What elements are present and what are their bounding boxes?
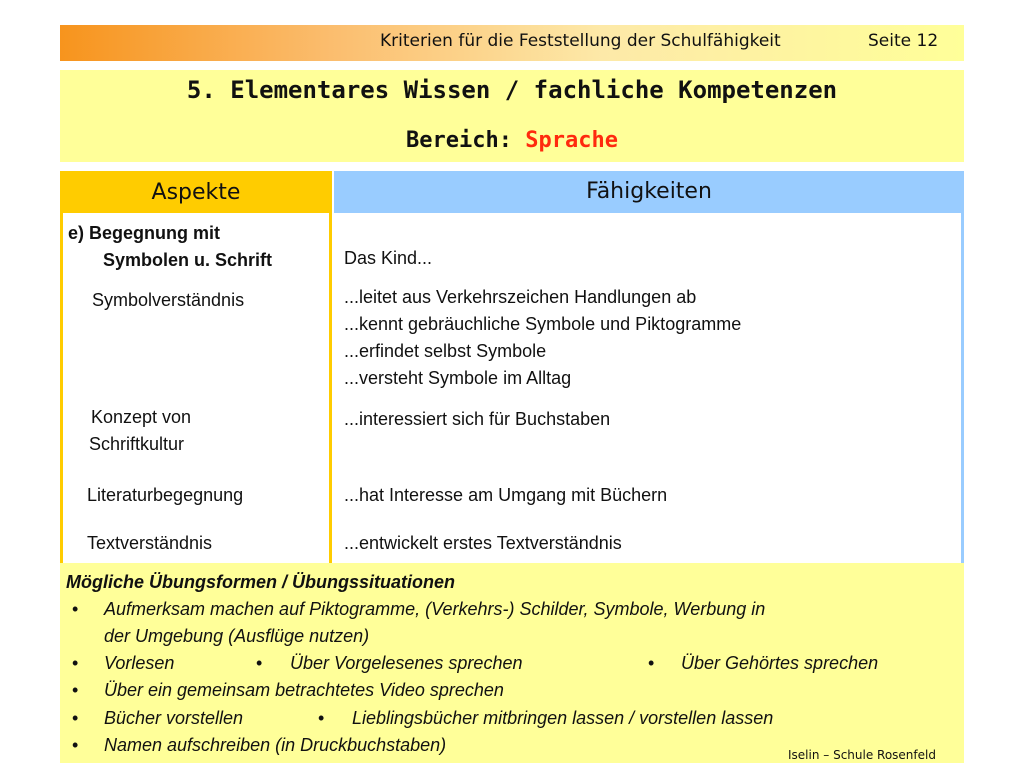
uebung-item: Vorlesen (104, 653, 175, 673)
uebung-item: Lieblingsbücher mitbringen lassen / vorstellen lassen (352, 708, 774, 728)
bullet-icon: • (256, 653, 263, 673)
bullet-icon: • (648, 653, 655, 673)
bullet-icon: • (318, 708, 325, 728)
uebungen-title: Mögliche Übungsformen / Übungssituationen (66, 572, 455, 592)
uebung-item: Über Gehörtes sprechen (681, 653, 879, 673)
page-number: Seite 12 (868, 31, 939, 51)
document-title: Kriterien für die Feststellung der Schulfähigkeit (380, 31, 781, 51)
bereich-value: Sprache (525, 128, 618, 153)
bullet-icon: • (72, 653, 79, 673)
bullet-icon: • (72, 735, 79, 755)
bullet-icon: • (72, 680, 79, 700)
bereich-label: Bereich: (406, 128, 512, 153)
uebung-item: Über ein gemeinsam betrachtetes Video sprechen (104, 680, 504, 700)
skill-item: ...versteht Symbole im Alltag (344, 368, 572, 388)
skill-item: ...erfindet selbst Symbole (344, 341, 547, 361)
uebung-item: Aufmerksam machen auf Piktogramme, (Verkehrs-) Schilder, Symbole, Werbung in (104, 599, 766, 619)
skill-item: ...hat Interesse am Umgang mit Büchern (344, 485, 668, 505)
bereich-line (60, 128, 964, 153)
uebung-item: Über Vorgelesenes sprechen (290, 653, 523, 673)
section-title-line1: e) Begegnung mit (68, 223, 220, 243)
skill-item: ...interessiert sich für Buchstaben (344, 409, 611, 429)
aspect-konzept-line2: Schriftkultur (89, 434, 185, 454)
uebung-item: Bücher vorstellen (104, 708, 244, 728)
bullet-icon: • (72, 708, 79, 728)
footer-credit: Iselin – Schule Rosenfeld (788, 748, 936, 762)
aspect-konzept-line1: Konzept von (91, 407, 192, 427)
aspect-textverstaendnis: Textverständnis (87, 533, 213, 553)
intro-text: Das Kind... (344, 248, 433, 268)
uebung-item: Namen aufschreiben (in Druckbuchstaben) (104, 735, 447, 755)
aspect-symbolverstaendnis: Symbolverständnis (92, 290, 245, 310)
aspect-literaturbegegnung: Literaturbegegnung (87, 485, 244, 505)
bullet-icon: • (72, 599, 79, 619)
column-header-aspekte: Aspekte (60, 171, 332, 213)
skill-item: ...kennt gebräuchliche Symbole und Piktogramme (344, 314, 742, 334)
skill-item: ...leitet aus Verkehrszeichen Handlungen ab (344, 287, 697, 307)
title-box (60, 70, 964, 162)
column-header-faehigkeiten: Fähigkeiten (334, 171, 964, 213)
section-title-line2: Symbolen u. Schrift (103, 250, 273, 270)
header-bar (60, 25, 964, 61)
skill-item: ...entwickelt erstes Textverständnis (344, 533, 622, 553)
uebung-item: der Umgebung (Ausflüge nutzen) (104, 626, 370, 646)
section-heading: 5. Elementares Wissen / fachliche Kompetenzen (186, 76, 838, 104)
